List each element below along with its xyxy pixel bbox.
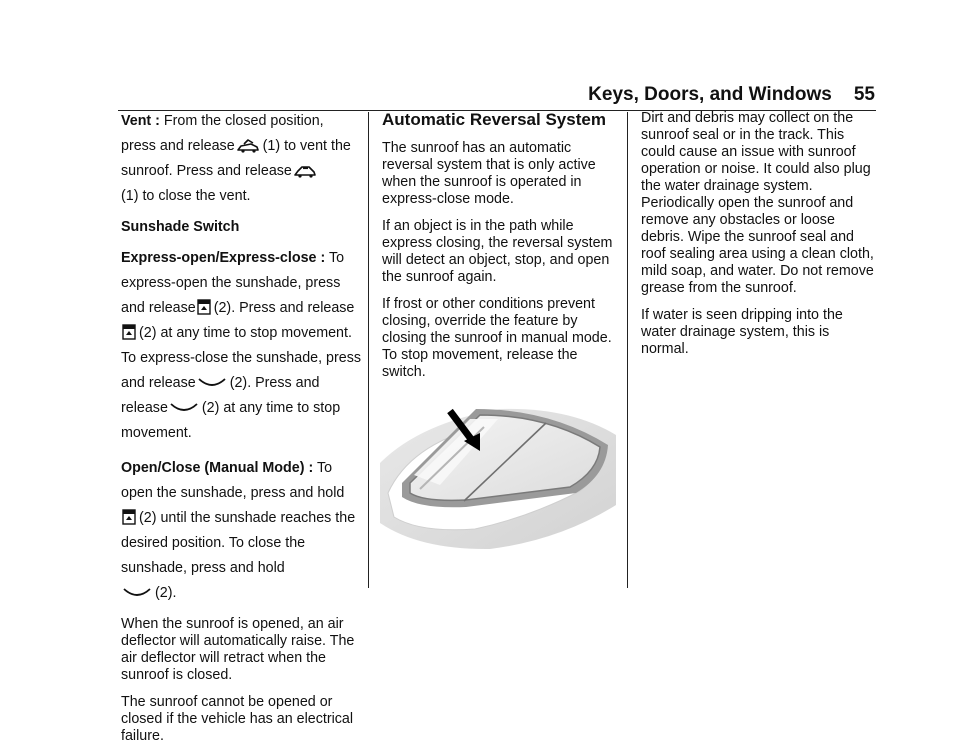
sunroof-illustration — [380, 405, 616, 550]
sunroof-vent-close-icon — [293, 162, 317, 178]
column-divider-1 — [368, 112, 369, 588]
sunshade-close-icon — [197, 376, 227, 390]
sunshade-heading: Sunshade Switch — [121, 219, 240, 235]
sunshade-open-icon — [122, 324, 136, 340]
express-paragraph: Express-open/Express-close : To express-open the sunshade, press and release (2). Press and release (2) at any time to stop movement. To express-close the sunshade, press and release (2). Press and release (2) at any time to stop movement. — [121, 250, 361, 441]
electrical-failure-paragraph: The sunroof cannot be opened or closed if the vehicle has an electrical failure. — [121, 694, 354, 744]
column-3 — [641, 110, 876, 368]
vent-label: Vent : — [121, 113, 160, 129]
column-divider-2 — [627, 112, 628, 588]
manual-paragraph: Open/Close (Manual Mode) : To open the sunshade, press and hold (2) until the sunshade reaches the desired position. To close the sunshade, press and hold (2). — [121, 460, 356, 601]
maintenance-paragraph: Dirt and debris may collect on the sunroof seal or in the track. This could cause an issue with sunroof operation or noise. It could also plug the water drainage system. Periodically open the sunroof and remove any obstacles or loose debris. Wipe the sunroof seal and roof sealing area using a clean cloth, mild soap, and water. Do not remove grease from the sunroof. — [641, 110, 874, 296]
sunshade-open-icon — [122, 509, 136, 525]
column-1 — [121, 110, 361, 755]
page-header — [560, 80, 875, 110]
sunshade-close-icon — [169, 401, 199, 415]
drainage-paragraph: If water is seen dripping into the water drainage system, this is normal. — [641, 307, 843, 357]
page-number: 55 — [853, 84, 875, 105]
deflector-paragraph: When the sunroof is opened, an air deflector will automatically raise. The air deflector will retract when the sunroof is closed. — [121, 616, 355, 683]
vent-paragraph: Vent : From the closed position, press and release (1) to vent the sunroof. Press and release (1) to close the vent. — [121, 113, 351, 204]
reversal-paragraph-1: The sunroof has an automatic reversal system that is only active when the sunroof is operated in express-close mode. — [382, 140, 596, 207]
sunshade-close-icon — [122, 586, 152, 600]
section-heading: Automatic Reversal System — [382, 110, 606, 129]
reversal-paragraph-2: If an object is in the path while express closing, the reversal system will detect an object, stop, and open the sunroof again. — [382, 218, 613, 285]
sunshade-open-icon — [197, 299, 211, 315]
reversal-paragraph-3: If frost or other conditions prevent closing, override the feature by closing the sunroof in manual mode. To stop movement, release the switch. — [382, 296, 612, 380]
manual-label: Open/Close (Manual Mode) : — [121, 460, 314, 476]
section-title: Keys, Doors, and Windows — [588, 84, 832, 105]
sunroof-vent-open-icon — [236, 137, 260, 153]
express-label: Express-open/Express-close : — [121, 250, 326, 266]
column-2 — [382, 110, 620, 391]
